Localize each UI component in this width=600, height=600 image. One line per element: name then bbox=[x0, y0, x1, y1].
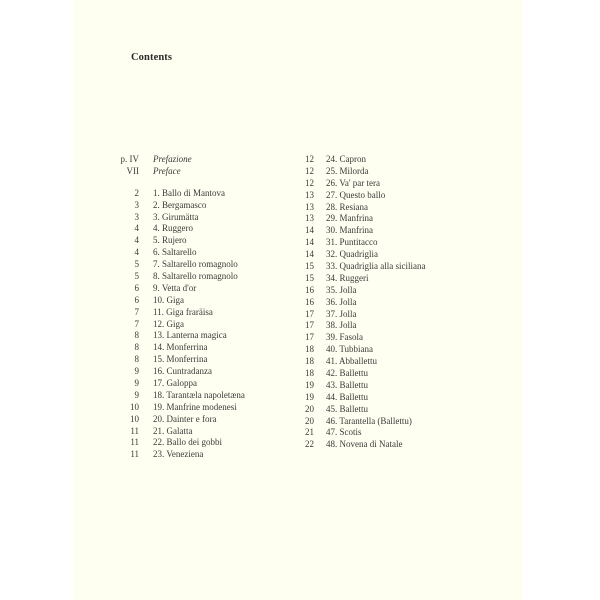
toc-entry[interactable] bbox=[119, 307, 245, 319]
page-number: 9 bbox=[134, 389, 139, 400]
entry-title: 42. Ballettu bbox=[326, 368, 368, 379]
toc-entry[interactable] bbox=[295, 261, 425, 273]
entry-title: 22. Ballo dei gobbi bbox=[153, 437, 222, 448]
page-number: 16 bbox=[305, 296, 314, 307]
page-number: 3 bbox=[134, 211, 139, 222]
page-number: 3 bbox=[134, 199, 139, 210]
toc-entry[interactable] bbox=[119, 235, 245, 247]
toc-entry[interactable] bbox=[295, 344, 425, 356]
entry-title: 3. Girumätta bbox=[153, 211, 199, 222]
entry-title: Prefazione bbox=[153, 154, 192, 164]
page-number: 6 bbox=[134, 282, 139, 293]
page-number: VII bbox=[126, 165, 139, 176]
page-number: 18 bbox=[305, 356, 314, 367]
toc-entry[interactable] bbox=[295, 427, 425, 439]
toc-entry[interactable] bbox=[295, 404, 425, 416]
entry-title: 35. Jolla bbox=[326, 284, 357, 295]
page-number: 11 bbox=[130, 437, 139, 448]
page-number: 4 bbox=[134, 235, 139, 246]
toc-entry[interactable] bbox=[119, 247, 245, 259]
page-number: 17 bbox=[305, 308, 314, 319]
toc-list-right bbox=[295, 154, 425, 451]
entry-title: 24. Capron bbox=[326, 154, 366, 164]
toc-entry[interactable] bbox=[295, 439, 425, 451]
toc-entry[interactable] bbox=[119, 449, 245, 461]
page-number: 14 bbox=[305, 225, 314, 236]
page-title: Contents bbox=[131, 52, 173, 63]
page-number: 18 bbox=[305, 368, 314, 379]
entry-title: 31. Puntitacco bbox=[326, 237, 378, 248]
entry-title: 16. Cuntradanza bbox=[153, 366, 212, 377]
page-number: 12 bbox=[305, 177, 314, 188]
entry-title: 13. Lanterna magica bbox=[153, 330, 227, 341]
document-page bbox=[73, 0, 523, 600]
page-number: 4 bbox=[134, 247, 139, 258]
entry-title: 1. Ballo di Mantova bbox=[153, 187, 225, 198]
toc-entry[interactable] bbox=[295, 237, 425, 249]
page-number: 16 bbox=[305, 284, 314, 295]
page-number: 21 bbox=[305, 427, 314, 438]
page-number: 5 bbox=[134, 259, 139, 270]
toc-entry[interactable] bbox=[119, 319, 245, 331]
page-number: 6 bbox=[134, 294, 139, 305]
page-number: 19 bbox=[305, 379, 314, 390]
page-number: 22 bbox=[305, 439, 314, 450]
entry-title: 30. Manfrina bbox=[326, 225, 373, 236]
page-number: 20 bbox=[305, 415, 314, 426]
toc-entry[interactable] bbox=[295, 332, 425, 344]
entry-title: 33. Quadriglia alla siciliana bbox=[326, 261, 426, 272]
entry-title: 17. Galoppa bbox=[153, 378, 197, 389]
contents-column-right bbox=[295, 154, 425, 451]
page-number: 8 bbox=[134, 354, 139, 365]
entry-title: 19. Manfrine modenesi bbox=[153, 401, 237, 412]
toc-entry[interactable] bbox=[119, 342, 245, 354]
entry-title: 11. Giga fraräisa bbox=[153, 306, 213, 317]
entry-title: 23. Veneziena bbox=[153, 449, 204, 460]
toc-entry[interactable] bbox=[119, 437, 245, 449]
page-number: 17 bbox=[305, 332, 314, 343]
entry-title: 21. Galatta bbox=[153, 425, 193, 436]
entry-title: Preface bbox=[153, 165, 181, 176]
toc-entry[interactable] bbox=[295, 320, 425, 332]
toc-entry[interactable] bbox=[295, 297, 425, 309]
entry-title: 44. Ballettu bbox=[326, 391, 368, 402]
toc-entry[interactable] bbox=[295, 380, 425, 392]
toc-list-left bbox=[119, 188, 245, 461]
entry-title: 38. Jolla bbox=[326, 320, 357, 331]
entry-title: 12. Giga bbox=[153, 318, 184, 329]
entry-title: 5. Rujero bbox=[153, 235, 187, 246]
entry-title: 45. Ballettu bbox=[326, 403, 368, 414]
entry-title: 29. Manfrina bbox=[326, 213, 373, 224]
toc-entry[interactable] bbox=[119, 366, 245, 378]
toc-entry[interactable] bbox=[295, 213, 425, 225]
toc-entry[interactable] bbox=[295, 249, 425, 261]
toc-entry[interactable] bbox=[295, 178, 425, 190]
entry-title: 28. Resiana bbox=[326, 201, 368, 212]
entry-title: 18. Tarantæla napoletæna bbox=[153, 389, 245, 400]
entry-title: 8. Saltarello romagnolo bbox=[153, 271, 238, 282]
toc-entry[interactable] bbox=[295, 166, 425, 178]
toc-entry[interactable] bbox=[295, 356, 425, 368]
entry-title: 10. Giga bbox=[153, 294, 184, 305]
entry-title: 15. Monferrina bbox=[153, 354, 208, 365]
entry-title: 2. Bergamasco bbox=[153, 199, 207, 210]
entry-title: 36. Jolla bbox=[326, 296, 357, 307]
page-number: 15 bbox=[305, 272, 314, 283]
toc-entry[interactable] bbox=[119, 354, 245, 366]
toc-entry[interactable] bbox=[295, 285, 425, 297]
toc-entry[interactable] bbox=[295, 273, 425, 285]
page-number: 8 bbox=[134, 342, 139, 353]
toc-entry[interactable] bbox=[119, 259, 245, 271]
page-number: 11 bbox=[130, 425, 139, 436]
toc-entry[interactable] bbox=[119, 271, 245, 283]
toc-entry[interactable] bbox=[119, 200, 245, 212]
page-number: 8 bbox=[134, 330, 139, 341]
toc-entry[interactable] bbox=[295, 368, 425, 380]
toc-front-entry[interactable] bbox=[119, 154, 245, 166]
entry-title: 46. Tarantella (Ballettu) bbox=[326, 415, 412, 426]
page-number: 5 bbox=[134, 271, 139, 282]
entry-title: 43. Ballettu bbox=[326, 379, 368, 390]
entry-title: 14. Monferrina bbox=[153, 342, 208, 353]
page-number: p. IV bbox=[120, 154, 139, 164]
toc-entry[interactable] bbox=[295, 225, 425, 237]
toc-entry[interactable] bbox=[295, 392, 425, 404]
entry-title: 40. Tubbiana bbox=[326, 344, 374, 355]
entry-title: 41. Abballettu bbox=[326, 356, 377, 367]
page-number: 18 bbox=[305, 344, 314, 355]
toc-entry[interactable] bbox=[119, 426, 245, 438]
page-number: 12 bbox=[305, 165, 314, 176]
entry-title: 6. Saltarello bbox=[153, 247, 197, 258]
entry-title: 26. Va' par tera bbox=[326, 177, 380, 188]
toc-front-entry[interactable] bbox=[119, 166, 245, 178]
page-number: 20 bbox=[305, 403, 314, 414]
toc-entry[interactable] bbox=[295, 309, 425, 321]
toc-entry[interactable] bbox=[295, 154, 425, 166]
toc-entry[interactable] bbox=[119, 188, 245, 200]
toc-entry[interactable] bbox=[119, 330, 245, 342]
page-number: 12 bbox=[305, 154, 314, 164]
page-number: 9 bbox=[134, 366, 139, 377]
page-number: 7 bbox=[134, 318, 139, 329]
page-number: 13 bbox=[305, 213, 314, 224]
entry-title: 9. Vetta d'or bbox=[153, 282, 197, 293]
toc-entry[interactable] bbox=[119, 295, 245, 307]
page-number: 4 bbox=[134, 223, 139, 234]
entry-title: 4. Ruggero bbox=[153, 223, 193, 234]
page-number: 11 bbox=[130, 449, 139, 460]
entry-title: 20. Dainter e fora bbox=[153, 413, 217, 424]
toc-entry[interactable] bbox=[119, 283, 245, 295]
page-number: 14 bbox=[305, 249, 314, 260]
toc-entry[interactable] bbox=[295, 190, 425, 202]
page-number: 15 bbox=[305, 261, 314, 272]
page-number: 7 bbox=[134, 306, 139, 317]
page-number: 13 bbox=[305, 189, 314, 200]
toc-entry[interactable] bbox=[119, 378, 245, 390]
contents-column-left bbox=[119, 154, 245, 461]
entry-title: 32. Quadriglia bbox=[326, 249, 378, 260]
page-number: 14 bbox=[305, 237, 314, 248]
entry-title: 37. Jolla bbox=[326, 308, 357, 319]
page-number: 9 bbox=[134, 378, 139, 389]
entry-title: 48. Novena di Natale bbox=[326, 439, 403, 450]
toc-entry[interactable] bbox=[295, 416, 425, 428]
entry-title: 27. Questo ballo bbox=[326, 189, 386, 200]
page-number: 19 bbox=[305, 391, 314, 402]
entry-title: 39. Fasola bbox=[326, 332, 363, 343]
entry-title: 34. Ruggeri bbox=[326, 272, 369, 283]
spacer bbox=[119, 178, 245, 188]
page-number: 10 bbox=[130, 401, 139, 412]
entry-title: 7. Saltarello romagnolo bbox=[153, 259, 238, 270]
toc-entry[interactable] bbox=[119, 390, 245, 402]
entry-title: 47. Scotis bbox=[326, 427, 362, 438]
page-number: 13 bbox=[305, 201, 314, 212]
page-number: 17 bbox=[305, 320, 314, 331]
toc-entry[interactable] bbox=[295, 202, 425, 214]
toc-entry[interactable] bbox=[119, 402, 245, 414]
page-number: 10 bbox=[130, 413, 139, 424]
toc-entry[interactable] bbox=[119, 414, 245, 426]
toc-entry[interactable] bbox=[119, 223, 245, 235]
toc-entry[interactable] bbox=[119, 212, 245, 224]
entry-title: 25. Milorda bbox=[326, 165, 369, 176]
page-number: 2 bbox=[134, 187, 139, 198]
